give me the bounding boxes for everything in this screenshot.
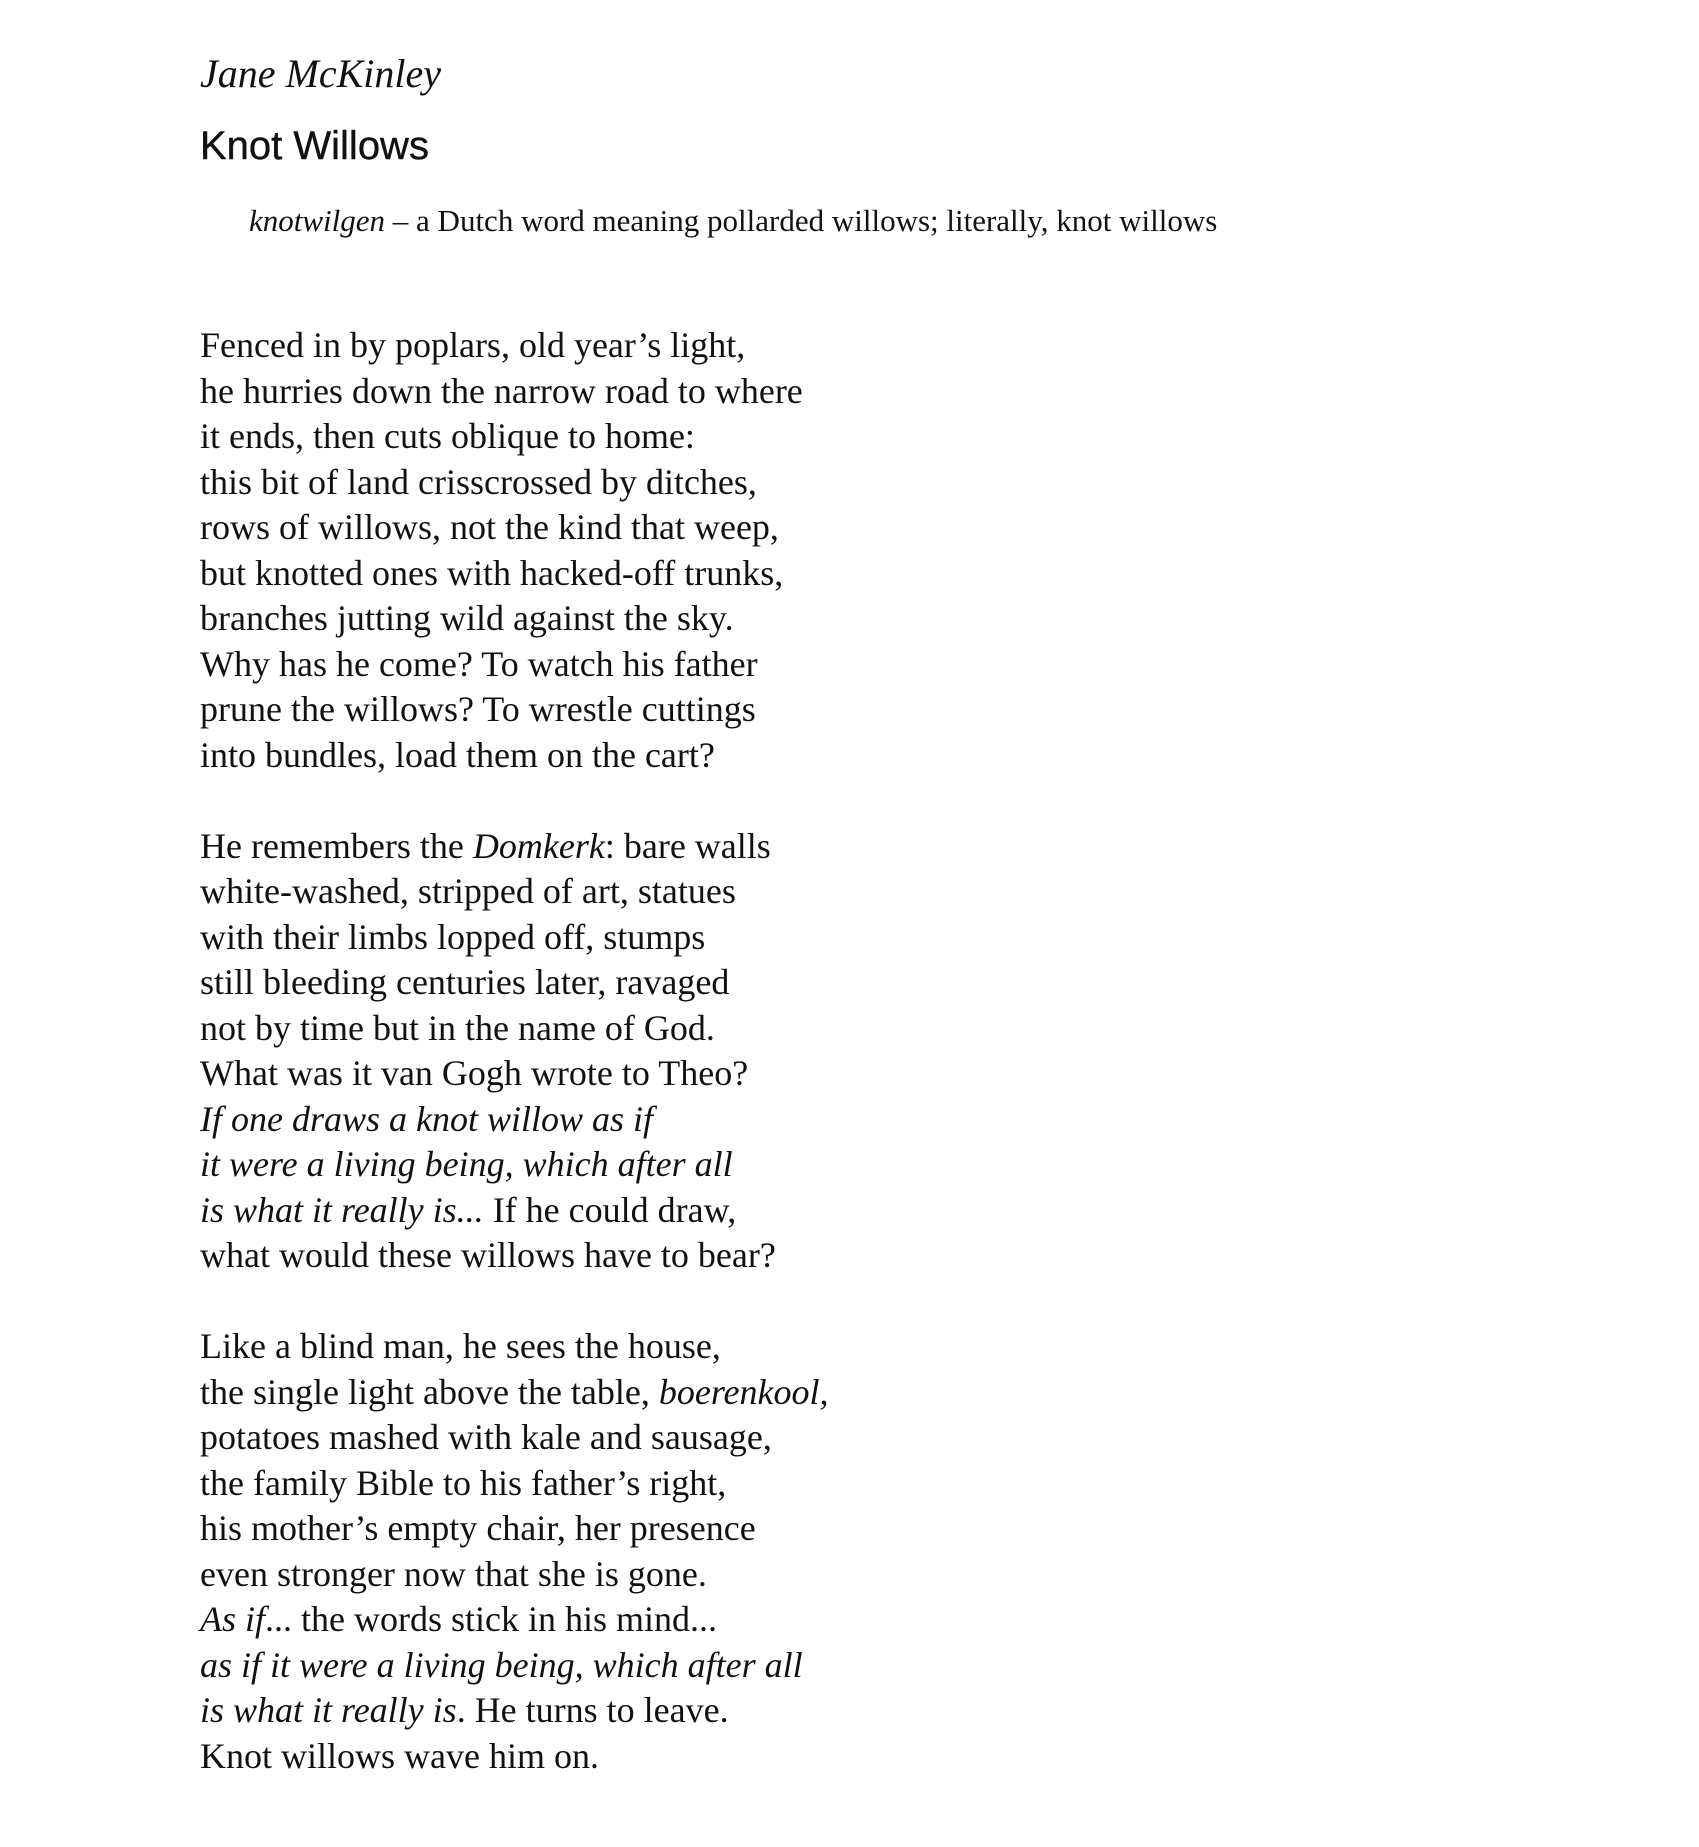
poem-line xyxy=(200,960,829,1006)
line-text: Fenced in by poplars, old year’s light, xyxy=(200,325,746,365)
italic-phrase: Domkerk xyxy=(472,825,605,866)
line-text: Why has he come? To watch his father xyxy=(200,643,758,684)
line-text: white-washed, stripped of art, statues xyxy=(200,871,736,911)
poem-line xyxy=(200,1734,829,1780)
line-text: what would these willows have to bear? xyxy=(200,1235,776,1275)
stanza xyxy=(200,1324,829,1779)
poem-line xyxy=(200,1006,829,1052)
line-text: . He turns to leave. xyxy=(456,1690,729,1730)
poem-line xyxy=(200,1097,829,1143)
line-text: with their limbs lopped off, stumps xyxy=(200,916,706,957)
line-text: : bare walls xyxy=(604,825,771,866)
line-text: into bundles, load them on the cart? xyxy=(200,734,715,775)
line-text: it ends, then cuts oblique to home: xyxy=(200,416,695,456)
poem-line xyxy=(200,1415,829,1461)
line-text: the family Bible to his father’s right, xyxy=(200,1462,727,1503)
poem-line xyxy=(200,915,829,961)
line-text: not by time but in the name of God. xyxy=(200,1007,715,1048)
poem-line xyxy=(200,1370,829,1416)
poem-line xyxy=(200,687,829,733)
poem-line xyxy=(200,824,829,870)
poem-line xyxy=(200,369,829,415)
line-text: even stronger now that she is gone. xyxy=(200,1553,707,1594)
poem-line xyxy=(200,323,829,369)
italic-phrase: boerenkool, xyxy=(658,1371,829,1412)
line-text: potatoes mashed with kale and sausage, xyxy=(200,1417,772,1457)
italic-phrase: as if it were a living being, which after all xyxy=(200,1644,803,1685)
line-text: he hurries down the narrow road to where xyxy=(200,370,803,411)
poem-line xyxy=(200,1051,829,1097)
italic-phrase: it were a living being, which after all xyxy=(200,1144,733,1184)
poem-line xyxy=(200,1552,829,1598)
line-text: the single light above the table, xyxy=(200,1371,659,1412)
poem-line xyxy=(200,1688,829,1734)
poem-line xyxy=(200,1506,829,1552)
poem-line xyxy=(200,869,829,915)
poem-line xyxy=(200,1324,829,1370)
poem-line xyxy=(200,1233,829,1279)
poem-line xyxy=(200,733,829,779)
poem-line xyxy=(200,1643,829,1689)
line-text: ... the words stick in his mind... xyxy=(265,1599,718,1639)
poem-line xyxy=(200,596,829,642)
epigraph-term: knotwilgen xyxy=(249,203,386,238)
poem-line xyxy=(200,460,829,506)
stanza xyxy=(200,824,829,1279)
poem-line xyxy=(200,551,829,597)
epigraph-definition: – a Dutch word meaning pollarded willows; literally, knot willows xyxy=(385,203,1218,238)
poem-line xyxy=(200,505,829,551)
line-text: What was it van Gogh wrote to Theo? xyxy=(200,1053,749,1093)
poem-line xyxy=(200,1461,829,1507)
stanza xyxy=(200,323,829,778)
poem-body xyxy=(200,323,829,1779)
line-text: still bleeding centuries later, ravaged xyxy=(200,962,730,1002)
italic-phrase: As if xyxy=(200,1599,266,1639)
line-text: prune the willows? To wrestle cuttings xyxy=(200,689,756,729)
poem-line xyxy=(200,414,829,460)
italic-phrase: is what it really is xyxy=(200,1690,457,1730)
epigraph xyxy=(249,201,1217,241)
italic-phrase: If one draws a knot willow as if xyxy=(200,1098,654,1139)
line-text: rows of willows, not the kind that weep, xyxy=(200,507,779,547)
line-text: He remembers the xyxy=(200,825,473,866)
poem-line xyxy=(200,1597,829,1643)
line-text: but knotted ones with hacked-off trunks, xyxy=(200,552,784,593)
poem-line xyxy=(200,642,829,688)
line-text: branches jutting wild against the sky. xyxy=(200,598,734,638)
line-text: his mother’s empty chair, her presence xyxy=(200,1508,756,1548)
line-text: Like a blind man, he sees the house, xyxy=(200,1326,721,1366)
italic-phrase: is what it really is... xyxy=(200,1189,484,1230)
author-name: Jane McKinley xyxy=(200,51,441,96)
poem-line xyxy=(200,1188,829,1234)
poem-title: Knot Willows xyxy=(200,124,429,168)
line-text: this bit of land crisscrossed by ditches, xyxy=(200,461,757,502)
poem-line xyxy=(200,1142,829,1188)
line-text: Knot willows wave him on. xyxy=(200,1735,599,1776)
line-text: If he could draw, xyxy=(483,1189,737,1230)
